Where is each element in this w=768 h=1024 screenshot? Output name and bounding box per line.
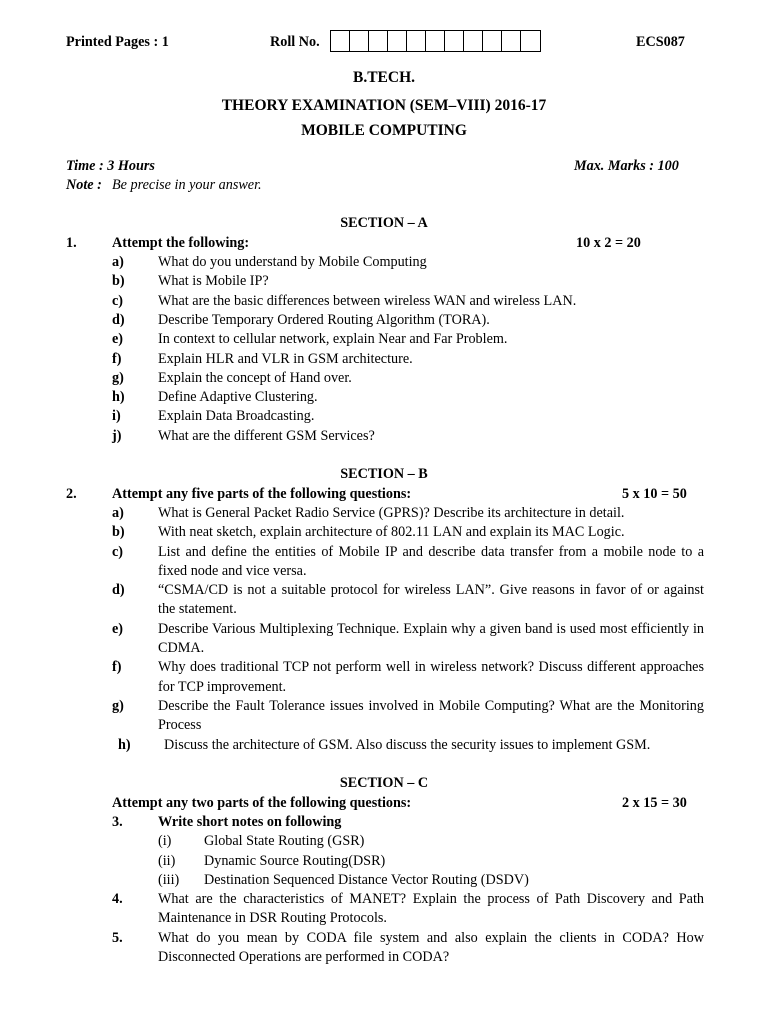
q4-number: 4. bbox=[112, 891, 123, 907]
section-a-marks: 10 x 2 = 20 bbox=[576, 235, 641, 251]
section-c-marks: 2 x 15 = 30 bbox=[622, 795, 687, 811]
section-a-question-item-label: h) bbox=[112, 389, 125, 406]
q5-text: What do you mean by CODA file system and also explain the clients in CODA? How Disconnected Operations are performed in CODA? bbox=[158, 930, 704, 966]
section-b-title: SECTION – B bbox=[340, 466, 428, 482]
note-text: Be precise in your answer. bbox=[112, 177, 262, 193]
subject-title: MOBILE COMPUTING bbox=[301, 122, 467, 139]
section-b-question-item-text: Describe Various Multiplexing Technique. Explain why a given band is used most efficiently in CDMA. bbox=[158, 620, 704, 657]
roll-no-box bbox=[483, 31, 502, 51]
section-b-question-item-label: g) bbox=[112, 698, 124, 714]
section-a-instruction: Attempt the following: bbox=[112, 235, 250, 251]
section-b-question-item-label: e) bbox=[112, 620, 124, 637]
roll-no-box bbox=[388, 31, 407, 51]
section-a-question-item-text: Define Adaptive Clustering. bbox=[158, 389, 318, 406]
roll-no-box bbox=[502, 31, 521, 51]
max-marks: Max. Marks : 100 bbox=[574, 158, 679, 174]
section-b-qnum: 2. bbox=[66, 486, 77, 502]
degree-title: B.TECH. bbox=[352, 69, 415, 86]
section-a-question-item-text: In context to cellular network, explain Near and Far Problem. bbox=[158, 331, 508, 348]
paper-code: ECS087 bbox=[636, 34, 685, 50]
section-a-qnum: 1. bbox=[66, 235, 77, 251]
q3-sub-text: Global State Routing (GSR) bbox=[204, 833, 365, 849]
section-b-question-item-text: Discuss the architecture of GSM. Also discuss the security issues to implement GSM. bbox=[164, 736, 651, 753]
q3-sub-text: Destination Sequenced Distance Vector Routing (DSDV) bbox=[204, 872, 529, 888]
section-a-question-item-label: d) bbox=[112, 311, 125, 328]
q3-sub-label: (iii) bbox=[158, 872, 180, 888]
section-c-instruction: Attempt any two parts of the following questions: bbox=[112, 795, 412, 811]
section-a-question-item-text: Describe Temporary Ordered Routing Algorithm (TORA). bbox=[158, 311, 490, 328]
section-b-question-item-text: What is General Packet Radio Service (GPRS)? Describe its architecture in detail. bbox=[158, 505, 625, 521]
roll-no-box bbox=[350, 31, 369, 51]
section-a-question-item-label: c) bbox=[112, 292, 124, 309]
roll-no-box bbox=[464, 31, 483, 51]
section-a-question-item-label: j) bbox=[112, 427, 122, 444]
section-b-instruction: Attempt any five parts of the following questions: bbox=[112, 486, 412, 502]
section-a-title: SECTION – A bbox=[340, 215, 428, 231]
section-a-question-item-label: g) bbox=[112, 369, 124, 386]
time-label: Time : 3 Hours bbox=[66, 158, 155, 174]
section-b-question-item-label: a) bbox=[112, 505, 124, 521]
roll-no-box bbox=[426, 31, 445, 51]
note-label: Note : bbox=[66, 177, 102, 193]
roll-no-box bbox=[331, 31, 350, 51]
roll-no-label: Roll No. bbox=[270, 34, 320, 50]
section-b-question-item-text: Why does traditional TCP not perform well in wireless network? Discuss different approaches for TCP improvement. bbox=[158, 659, 704, 695]
roll-no-boxes bbox=[330, 30, 541, 52]
section-a-question-item-label: e) bbox=[112, 331, 124, 348]
roll-no-box bbox=[407, 31, 426, 51]
q5-number: 5. bbox=[112, 930, 123, 946]
section-b-question-item-text: Describe the Fault Tolerance issues involved in Mobile Computing? What are the Monitoring Process bbox=[158, 698, 704, 734]
section-b-question-item-label: b) bbox=[112, 524, 125, 541]
roll-no-box bbox=[445, 31, 464, 51]
section-a-question-item-text: Explain Data Broadcasting. bbox=[158, 408, 315, 425]
q3-sub-text: Dynamic Source Routing(DSR) bbox=[204, 853, 386, 869]
q3-sub-label: (i) bbox=[158, 833, 172, 849]
section-c-title: SECTION – C bbox=[339, 775, 429, 791]
q3-number: 3. bbox=[112, 814, 123, 830]
section-b-question-item-label: h) bbox=[118, 736, 131, 753]
section-a-question-item-text: What do you understand by Mobile Computing bbox=[158, 254, 427, 270]
section-a-question-item-text: What are the basic differences between wireless WAN and wireless LAN. bbox=[158, 292, 577, 309]
section-a-question-item-label: b) bbox=[112, 273, 125, 290]
section-b-question-item-label: c) bbox=[112, 543, 124, 560]
section-b-question-item-label: d) bbox=[112, 582, 125, 599]
q3-text: Write short notes on following bbox=[158, 814, 342, 830]
printed-pages: Printed Pages : 1 bbox=[66, 34, 169, 50]
section-a-question-item-label: f) bbox=[112, 350, 122, 367]
section-a-question-item-text: What is Mobile IP? bbox=[158, 273, 269, 290]
section-b-question-item-text: “CSMA/CD is not a suitable protocol for wireless LAN”. Give reasons in favor of or against the statement. bbox=[158, 582, 704, 618]
exam-title: THEORY EXAMINATION (SEM–VIII) 2016-17 bbox=[221, 97, 547, 114]
q3-sub-label: (ii) bbox=[158, 853, 176, 869]
section-a-question-item-label: i) bbox=[112, 408, 121, 425]
section-b-question-item-label: f) bbox=[112, 659, 122, 676]
section-b-marks: 5 x 10 = 50 bbox=[622, 486, 687, 502]
section-a-question-item-text: What are the different GSM Services? bbox=[158, 427, 375, 444]
section-b-question-item-text: With neat sketch, explain architecture of 802.11 LAN and explain its MAC Logic. bbox=[158, 524, 625, 541]
section-b-question-item-text: List and define the entities of Mobile IP and describe data transfer from a mobile node to a fixed node and vice versa. bbox=[158, 543, 704, 579]
section-a-question-item-text: Explain HLR and VLR in GSM architecture. bbox=[158, 350, 413, 367]
roll-no-box bbox=[521, 31, 540, 51]
roll-no-box bbox=[369, 31, 388, 51]
section-a-question-item-text: Explain the concept of Hand over. bbox=[158, 369, 352, 386]
q4-text: What are the characteristics of MANET? Explain the process of Path Discovery and Path Maintenance in DSR Routing Protocols. bbox=[158, 891, 704, 927]
section-a-question-item-label: a) bbox=[112, 254, 124, 270]
